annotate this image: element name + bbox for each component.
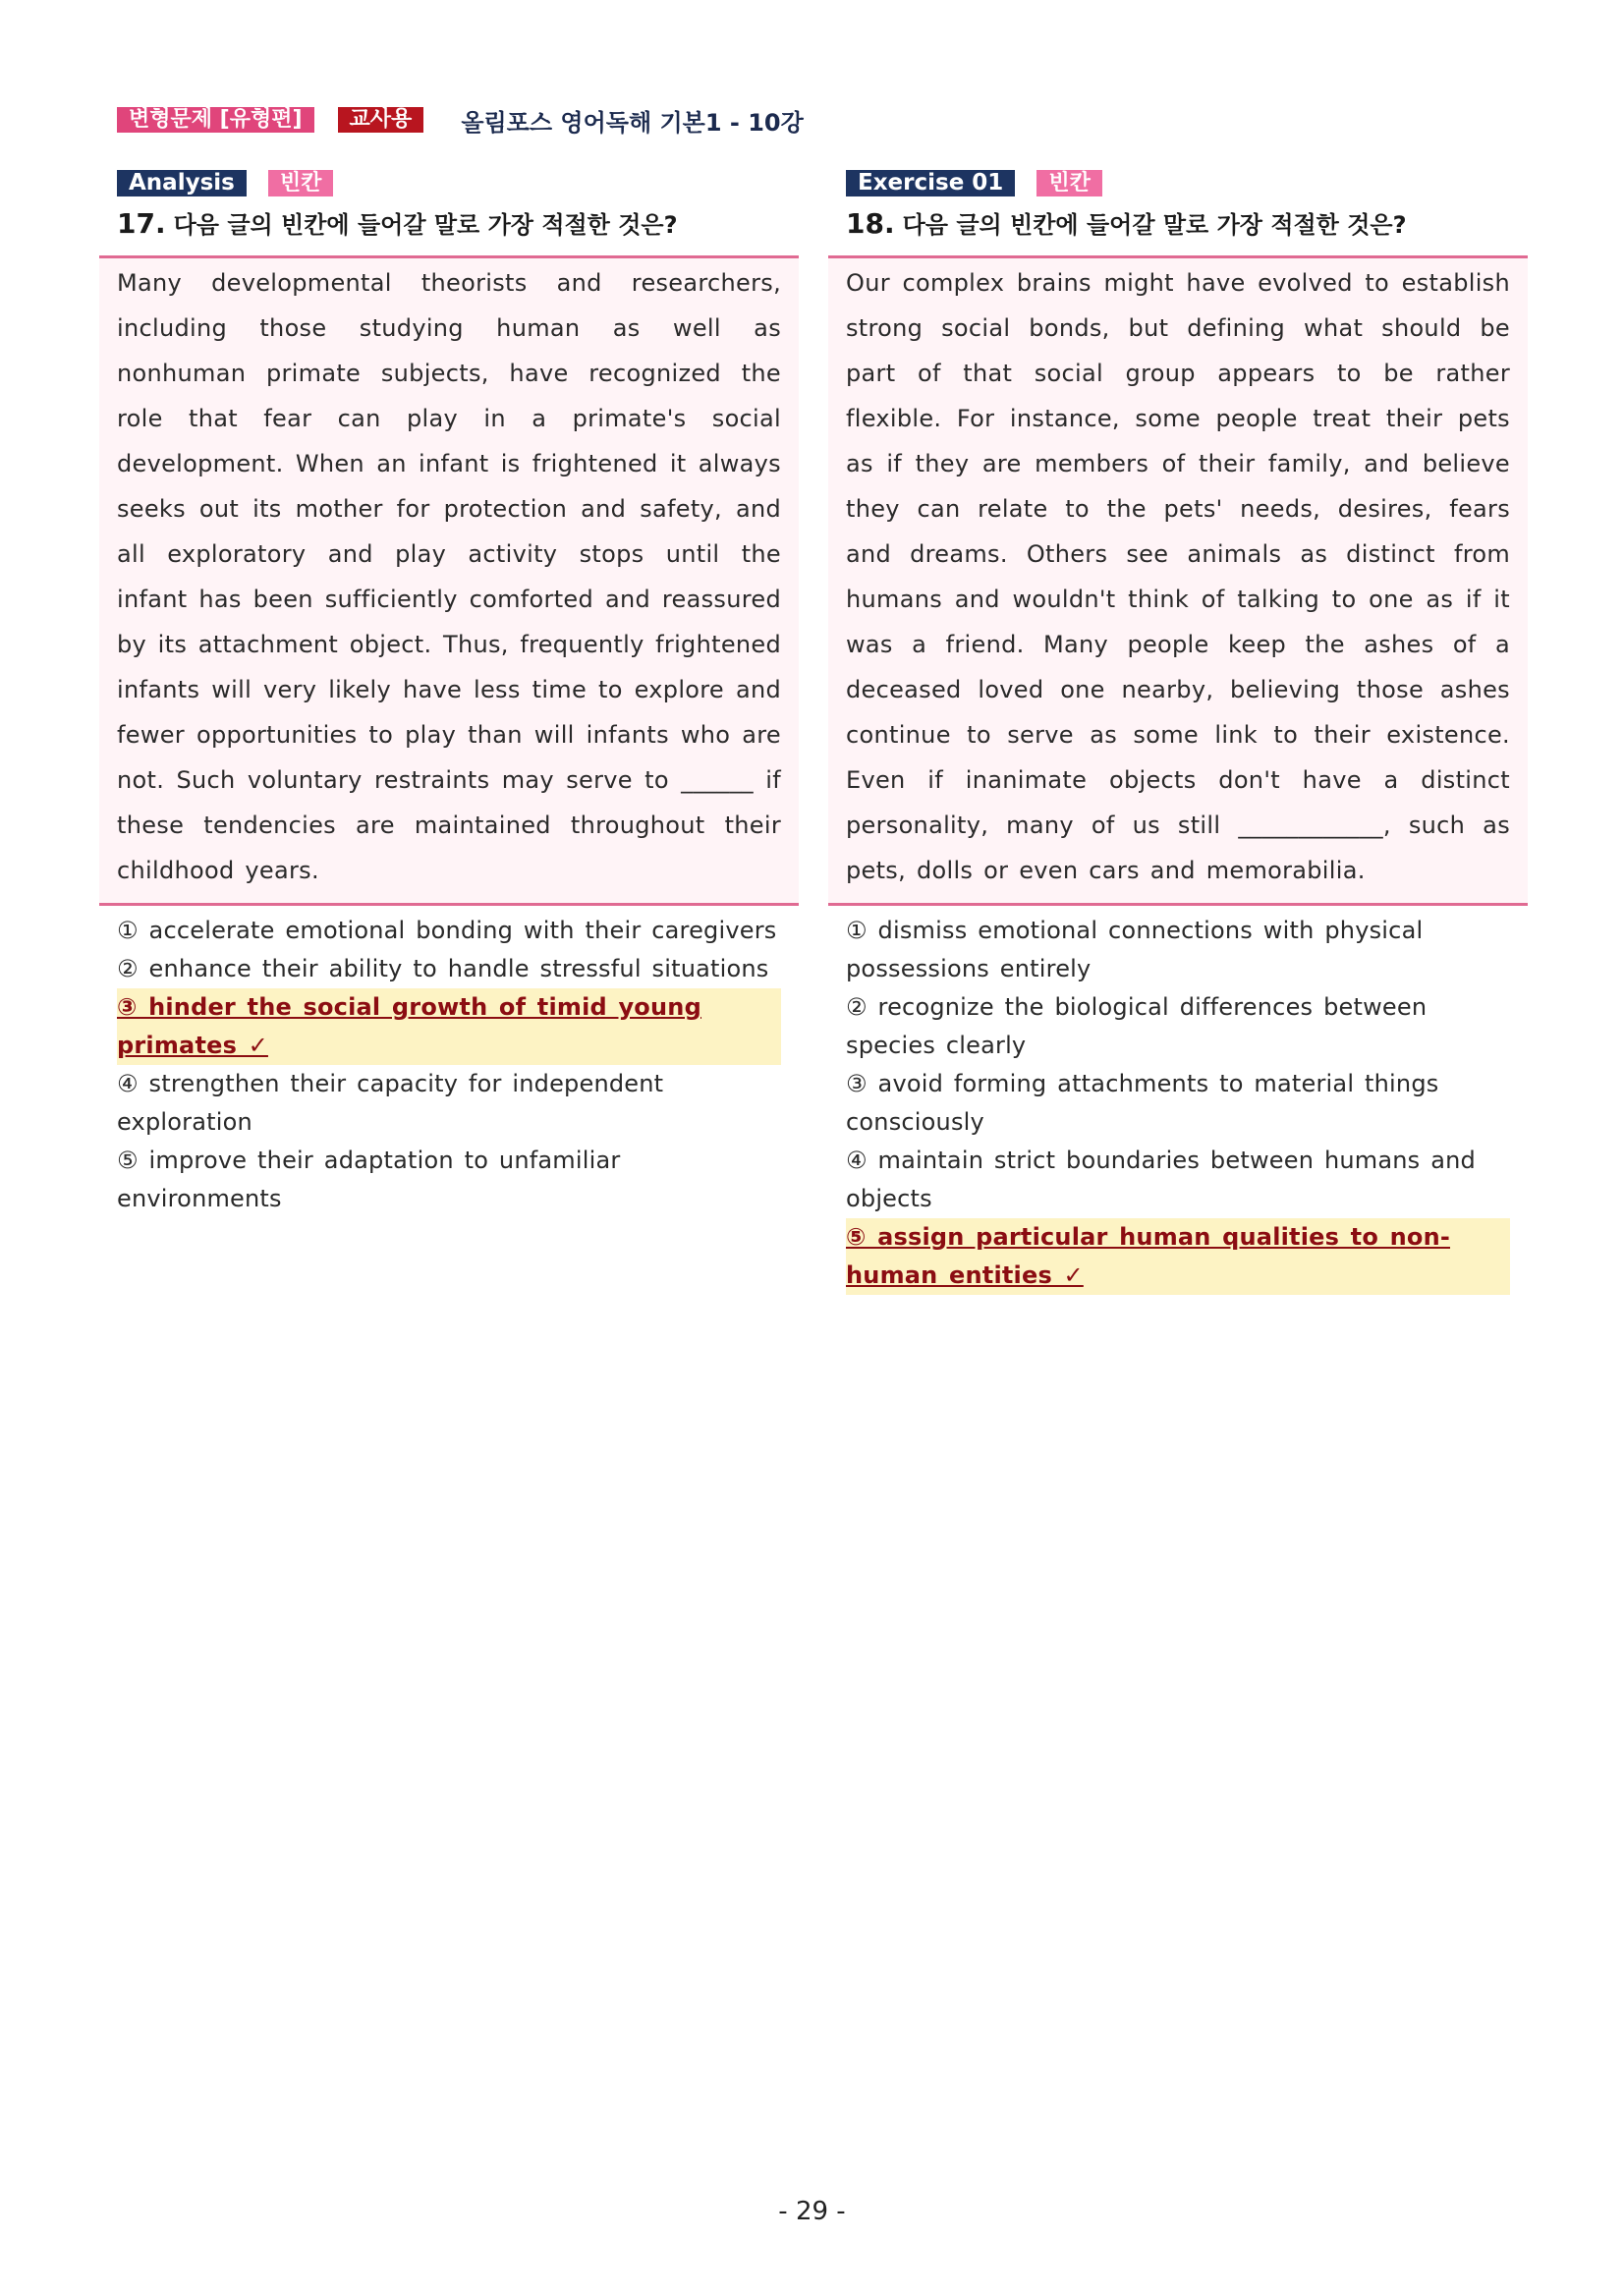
blank-type-badge: 빈칸 [1036,170,1102,196]
answer-option[interactable]: ① accelerate emotional bonding with their caregivers [117,917,777,944]
answer-options [99,912,799,1218]
question-number: 17. [117,207,166,240]
question-18-column [828,169,1528,1295]
exercise-badge: Exercise 01 [846,170,1015,196]
answer-option[interactable]: ④ maintain strict boundaries between humans and objects [846,1147,1476,1212]
workbook-type-tag: 변형문제 [유형편] [117,107,314,133]
question-badges [828,169,1528,196]
book-title: 올림포스 영어독해 기본1 - 10강 [461,108,804,137]
question-prompt [99,206,799,242]
answer-options [828,912,1528,1295]
page-header [117,104,804,136]
answer-option-correct[interactable]: ③ hinder the social growth of timid young primates ✓ [117,988,781,1065]
question-badges [99,169,799,196]
question-number: 18. [846,207,895,240]
question-17-column [99,169,799,1218]
question-text: 다음 글의 빈칸에 들어갈 말로 가장 적절한 것은? [173,211,678,239]
blank-type-badge: 빈칸 [268,170,334,196]
analysis-badge: Analysis [117,170,247,196]
answer-option[interactable]: ⑤ improve their adaptation to unfamiliar environments [117,1147,621,1212]
answer-option[interactable]: ① dismiss emotional connections with physical possessions entirely [846,917,1424,982]
question-prompt [828,206,1528,242]
answer-option-correct[interactable]: ⑤ assign particular human qualities to non-human entities ✓ [846,1218,1510,1295]
page-number: - 29 - [778,2197,846,2226]
answer-option[interactable]: ② enhance their ability to handle stressful situations [117,955,769,982]
answer-option[interactable]: ② recognize the biological differences between species clearly [846,993,1428,1059]
passage-box: Our complex brains might have evolved to establish strong social bonds, but defining what should be part of that social group appears to be rather flexible. For instance, some people treat their pets as if they are members of their family, and believe they can relate to the pets' needs, desires, fears and dreams. Others see animals as distinct from humans and wouldn't think of talking to one as if it was a friend. Many people keep the ashes of a deceased loved one nearby, believing those ashes continue to serve as some link to their existence. Even if inanimate objects don't have a distinct personality, many of us still ____________, such as pets, dolls or even cars and memorabilia. [828,255,1528,906]
teacher-edition-tag: 교사용 [338,107,424,133]
question-text: 다음 글의 빈칸에 들어갈 말로 가장 적절한 것은? [902,211,1407,239]
answer-option[interactable]: ③ avoid forming attachments to material things consciously [846,1070,1439,1136]
answer-option[interactable]: ④ strengthen their capacity for independent exploration [117,1070,664,1136]
passage-box: Many developmental theorists and researchers, including those studying human as well as nonhuman primate subjects, have recognized the role that fear can play in a primate's social development. When an infant is frightened it always seeks out its mother for protection and safety, and all exploratory and play activity stops until the infant has been sufficiently comforted and reassured by its attachment object. Thus, frequently frightened infants will very likely have less time to explore and fewer opportunities to play than will infants who are not. Such voluntary restraints may serve to ______ if these tendencies are maintained throughout their childhood years. [99,255,799,906]
